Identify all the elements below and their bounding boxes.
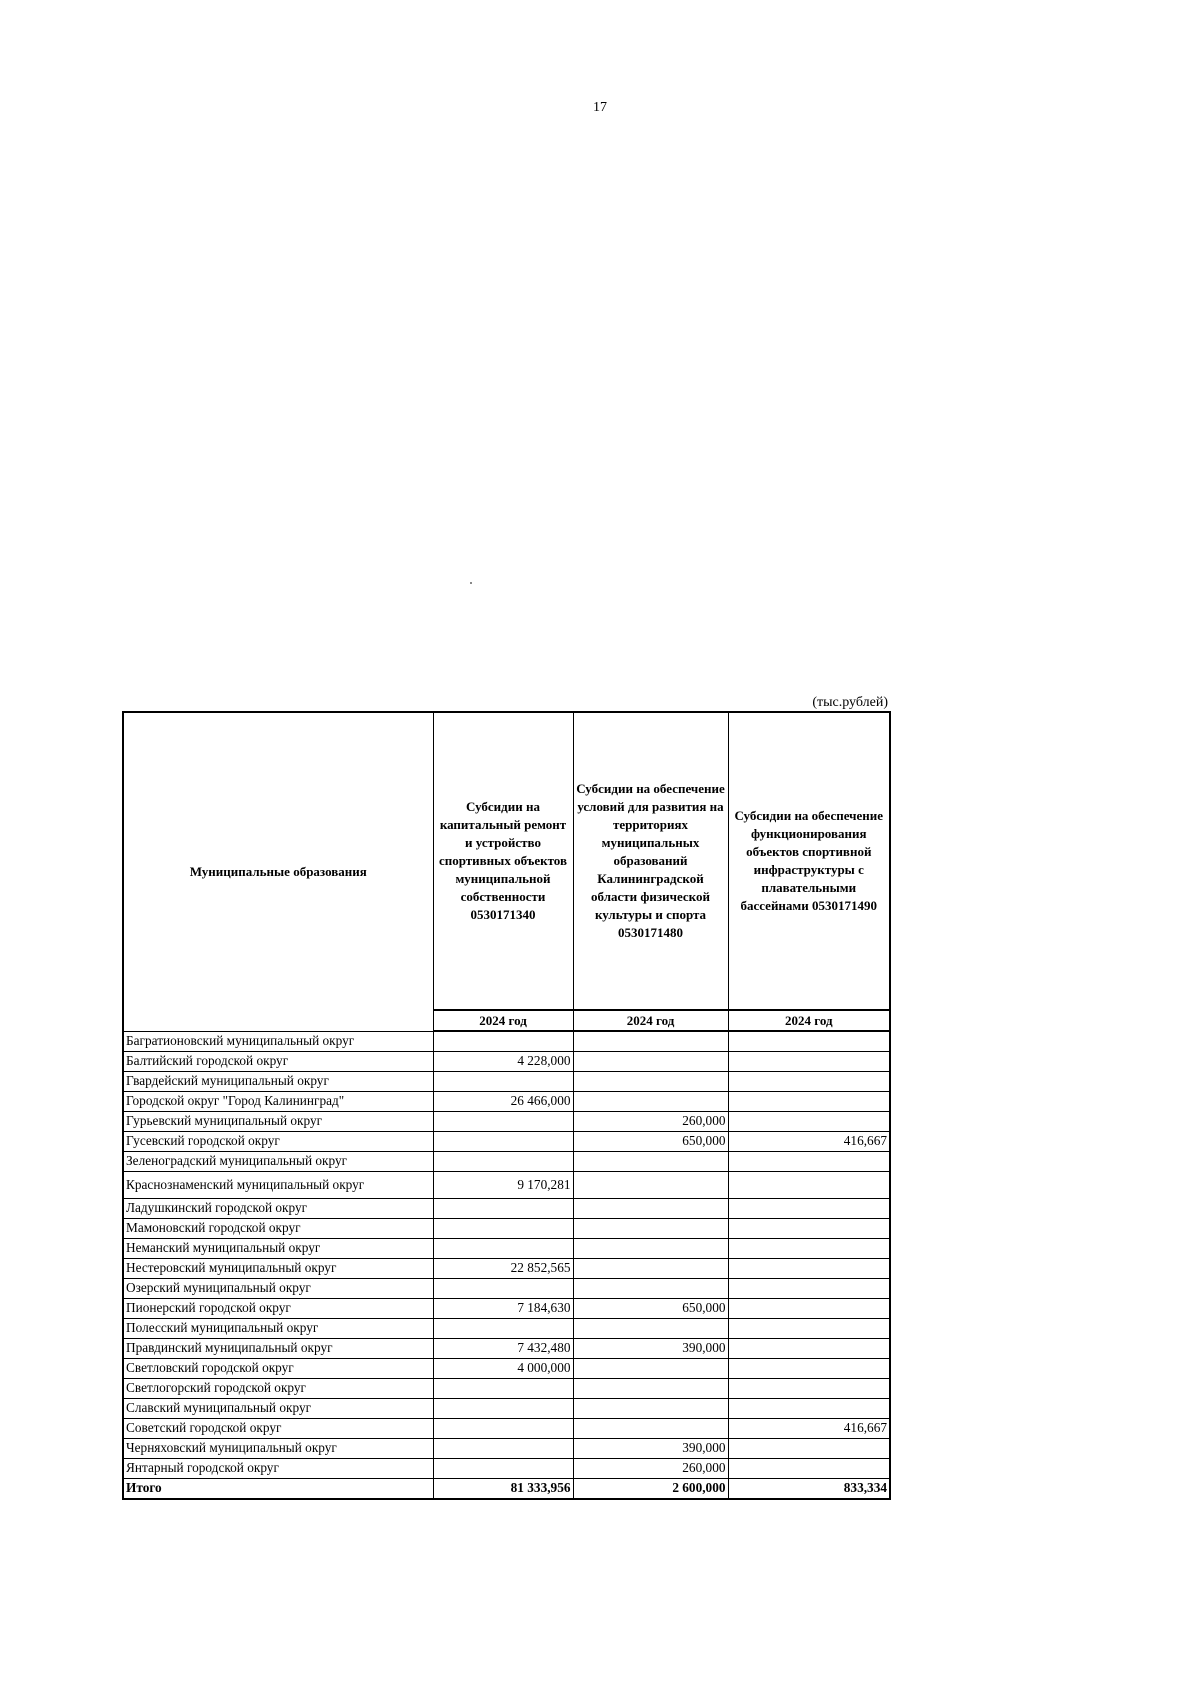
value-col-2 <box>573 1218 728 1238</box>
value-col-2 <box>573 1071 728 1091</box>
value-col-2 <box>573 1238 728 1258</box>
table-body <box>123 1031 890 1478</box>
value-col-1 <box>433 1378 573 1398</box>
table-row <box>123 1318 890 1338</box>
municipality-name: Светлогорский городской округ <box>123 1378 433 1398</box>
value-col-3 <box>728 1438 890 1458</box>
value-col-1 <box>433 1238 573 1258</box>
value-col-2 <box>573 1091 728 1111</box>
table-row <box>123 1071 890 1091</box>
table-row <box>123 1151 890 1171</box>
value-col-1: 4 000,000 <box>433 1358 573 1378</box>
header-municipalities: Муниципальные образования <box>123 712 433 1031</box>
value-col-3 <box>728 1218 890 1238</box>
table-row <box>123 1218 890 1238</box>
value-col-2 <box>573 1051 728 1071</box>
municipality-name: Янтарный городской округ <box>123 1458 433 1478</box>
municipality-name: Правдинский муниципальный округ <box>123 1338 433 1358</box>
value-col-2 <box>573 1198 728 1218</box>
municipality-name: Славский муниципальный округ <box>123 1398 433 1418</box>
municipality-name: Балтийский городской округ <box>123 1051 433 1071</box>
scan-speck <box>470 582 472 584</box>
value-col-1: 4 228,000 <box>433 1051 573 1071</box>
table-row <box>123 1131 890 1151</box>
value-col-3 <box>728 1151 890 1171</box>
table-row <box>123 1378 890 1398</box>
table-row <box>123 1051 890 1071</box>
municipality-name: Пионерский городской округ <box>123 1298 433 1318</box>
table-row <box>123 1278 890 1298</box>
value-col-1 <box>433 1458 573 1478</box>
value-col-1: 7 184,630 <box>433 1298 573 1318</box>
municipality-name: Светловский городской округ <box>123 1358 433 1378</box>
value-col-3: 416,667 <box>728 1418 890 1438</box>
table-row <box>123 1338 890 1358</box>
value-col-1 <box>433 1218 573 1238</box>
municipality-name: Черняховский муниципальный округ <box>123 1438 433 1458</box>
value-col-3: 416,667 <box>728 1131 890 1151</box>
value-col-3 <box>728 1318 890 1338</box>
value-col-3 <box>728 1031 890 1051</box>
header-pools: Субсидии на обеспечение функционирования объектов спортивной инфраструктуры с плавательными бассейнами 0530171490 <box>728 712 890 1010</box>
value-col-3 <box>728 1338 890 1358</box>
header-capital-repair: Субсидии на капитальный ремонт и устройство спортивных объектов муниципальной собственности 0530171340 <box>433 712 573 1010</box>
value-col-2 <box>573 1171 728 1198</box>
value-col-1 <box>433 1278 573 1298</box>
value-col-1: 7 432,480 <box>433 1338 573 1358</box>
table-row <box>123 1438 890 1458</box>
table-row <box>123 1031 890 1051</box>
value-col-3 <box>728 1171 890 1198</box>
total-label: Итого <box>123 1478 433 1499</box>
value-col-3 <box>728 1091 890 1111</box>
municipality-name: Ладушкинский городской округ <box>123 1198 433 1218</box>
municipality-name: Городской округ "Город Калининград" <box>123 1091 433 1111</box>
table-row <box>123 1091 890 1111</box>
value-col-1 <box>433 1198 573 1218</box>
units-label: (тыс.рублей) <box>812 695 888 710</box>
value-col-2: 390,000 <box>573 1338 728 1358</box>
value-col-1 <box>433 1318 573 1338</box>
value-col-3 <box>728 1111 890 1131</box>
municipality-name: Зеленоградский муниципальный округ <box>123 1151 433 1171</box>
value-col-1: 9 170,281 <box>433 1171 573 1198</box>
value-col-3 <box>728 1278 890 1298</box>
table-row <box>123 1398 890 1418</box>
year-col-1: 2024 год <box>433 1010 573 1031</box>
value-col-2 <box>573 1358 728 1378</box>
municipality-name: Краснознаменский муниципальный округ <box>123 1171 433 1198</box>
table-row <box>123 1198 890 1218</box>
value-col-1 <box>433 1071 573 1091</box>
municipality-name: Озерский муниципальный округ <box>123 1278 433 1298</box>
value-col-1 <box>433 1438 573 1458</box>
total-row <box>123 1478 890 1499</box>
municipality-name: Советский городской округ <box>123 1418 433 1438</box>
table-row <box>123 1458 890 1478</box>
value-col-3 <box>728 1051 890 1071</box>
value-col-3 <box>728 1298 890 1318</box>
value-col-2 <box>573 1031 728 1051</box>
total-col-1: 81 333,956 <box>433 1478 573 1499</box>
value-col-3 <box>728 1198 890 1218</box>
value-col-1 <box>433 1131 573 1151</box>
value-col-1 <box>433 1031 573 1051</box>
table-row <box>123 1111 890 1131</box>
value-col-3 <box>728 1398 890 1418</box>
value-col-1 <box>433 1418 573 1438</box>
municipality-name: Гвардейский муниципальный округ <box>123 1071 433 1091</box>
value-col-2 <box>573 1398 728 1418</box>
value-col-1: 26 466,000 <box>433 1091 573 1111</box>
value-col-2: 650,000 <box>573 1298 728 1318</box>
total-col-3: 833,334 <box>728 1478 890 1499</box>
municipality-name: Гурьевский муниципальный округ <box>123 1111 433 1131</box>
value-col-3 <box>728 1458 890 1478</box>
table-row <box>123 1258 890 1278</box>
table-header-row <box>123 712 890 1010</box>
year-col-3: 2024 год <box>728 1010 890 1031</box>
table-row <box>123 1238 890 1258</box>
header-sport-conditions: Субсидии на обеспечение условий для развития на территориях муниципальных образований Калининградской области физической культуры и спорта 0530171480 <box>573 712 728 1010</box>
table-row <box>123 1298 890 1318</box>
value-col-2 <box>573 1378 728 1398</box>
municipality-name: Гусевский городской округ <box>123 1131 433 1151</box>
value-col-3 <box>728 1238 890 1258</box>
total-col-2: 2 600,000 <box>573 1478 728 1499</box>
value-col-2: 260,000 <box>573 1458 728 1478</box>
value-col-1 <box>433 1111 573 1131</box>
municipality-name: Мамоновский городской округ <box>123 1218 433 1238</box>
value-col-3 <box>728 1378 890 1398</box>
municipality-name: Неманский муниципальный округ <box>123 1238 433 1258</box>
value-col-2 <box>573 1151 728 1171</box>
page-number: 17 <box>593 100 607 115</box>
value-col-2: 260,000 <box>573 1111 728 1131</box>
value-col-2 <box>573 1418 728 1438</box>
value-col-3 <box>728 1358 890 1378</box>
value-col-3 <box>728 1258 890 1278</box>
value-col-2 <box>573 1278 728 1298</box>
table-row <box>123 1418 890 1438</box>
value-col-2 <box>573 1318 728 1338</box>
municipality-name: Нестеровский муниципальный округ <box>123 1258 433 1278</box>
value-col-2 <box>573 1258 728 1278</box>
value-col-1 <box>433 1398 573 1418</box>
table-row <box>123 1358 890 1378</box>
municipality-name: Багратионовский муниципальный округ <box>123 1031 433 1051</box>
year-col-2: 2024 год <box>573 1010 728 1031</box>
value-col-1: 22 852,565 <box>433 1258 573 1278</box>
subsidy-table <box>122 711 891 1500</box>
value-col-1 <box>433 1151 573 1171</box>
value-col-2: 390,000 <box>573 1438 728 1458</box>
value-col-2: 650,000 <box>573 1131 728 1151</box>
table-row <box>123 1171 890 1198</box>
value-col-3 <box>728 1071 890 1091</box>
municipality-name: Полесский муниципальный округ <box>123 1318 433 1338</box>
